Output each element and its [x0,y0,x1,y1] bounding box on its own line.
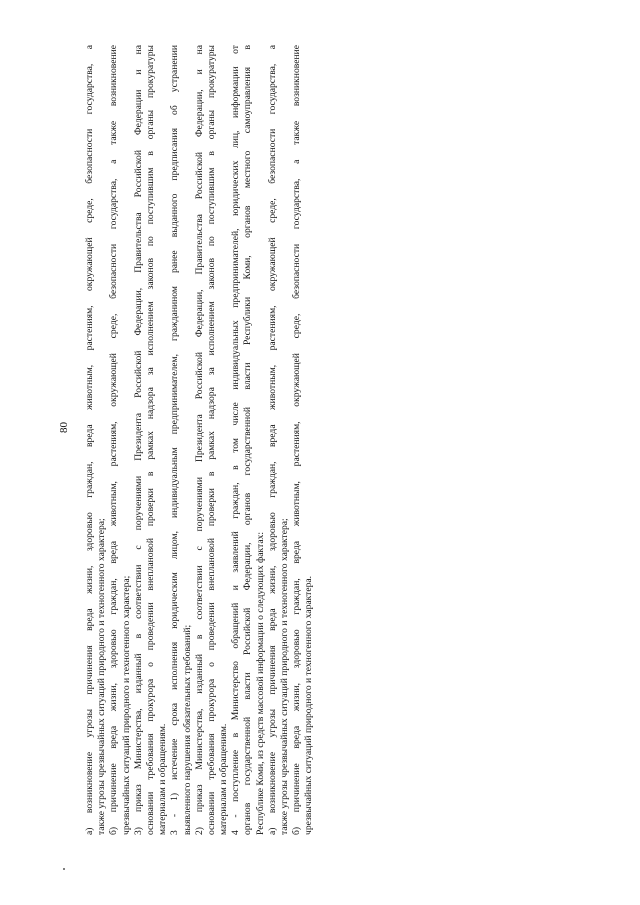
scan-speck [63,868,65,870]
page-number: 80 [58,422,70,433]
text-line: органов государственной власти Российской Федерации, органов государственной власти Республики Коми, органов местного самоуправления в [242,45,254,835]
text-line: основании требования прокурора о проведении внеплановой проверки в рамках надзора за исполнением законов по поступившим в органы прокуратуры [144,45,156,835]
text-line: чрезвычайных ситуаций природного и техногенного характера; [120,575,132,835]
text-line: 3 - 1) истечение срока исполнения юридическим лицом, индивидуальным предпринимателем, гражданином ранее выданного предписания об устранении [169,45,181,835]
document-body [84,45,316,835]
text-line: также угрозы чрезвычайных ситуаций природного и техногенного характера; [96,518,108,835]
text-line: 3) приказ Министерства, изданный в соответствии с поручениями Президента Российской Федерации, Правительства Российской Федерации и на [132,45,144,835]
text-line: б) причинение вреда жизни, здоровью граждан, вреда животным, растениям, окружающей среде, безопасности государства, а также возникновение [291,45,303,835]
text-line: б) причинение вреда жизни, здоровью граждан, вреда животным, растениям, окружающей среде, безопасности государства, а также возникновение [108,45,120,835]
text-line: материалам и обращениям. [218,723,230,835]
text-line: выявленного нарушения обязательных требований; [181,624,193,835]
text-line: Республике Коми, из средств массовой информации о следующих фактах: [254,531,266,835]
text-line: материалам и обращениям. [157,723,169,835]
text-line: чрезвычайных ситуаций природного и техногенного характера. [303,575,315,835]
text-line: а) возникновение угрозы причинения вреда жизни, здоровью граждан, вреда животным, растениям, окружающей среде, безопасности государства, а [84,45,95,835]
text-line: основании требования прокурора о проведении внеплановой проверки в рамках надзора за исполнением законов по поступившим в органы прокуратуры [205,45,217,835]
text-line: 4 - поступление в Министерство обращений и заявлений граждан, в том числе индивидуальных предпринимателей, юридических лиц, информации от [230,45,242,835]
text-line: а) возникновение угрозы причинения вреда жизни, здоровью граждан, вреда животным, растениям, окружающей среде, безопасности государства, а [266,45,278,835]
text-line: также угрозы чрезвычайных ситуаций природного и техногенного характера; [279,518,290,835]
text-line: 2) приказ Министерства, изданный в соответствии с поручениями Президента Российской Федерации, Правительства Российской Федерации, и на [193,45,205,835]
